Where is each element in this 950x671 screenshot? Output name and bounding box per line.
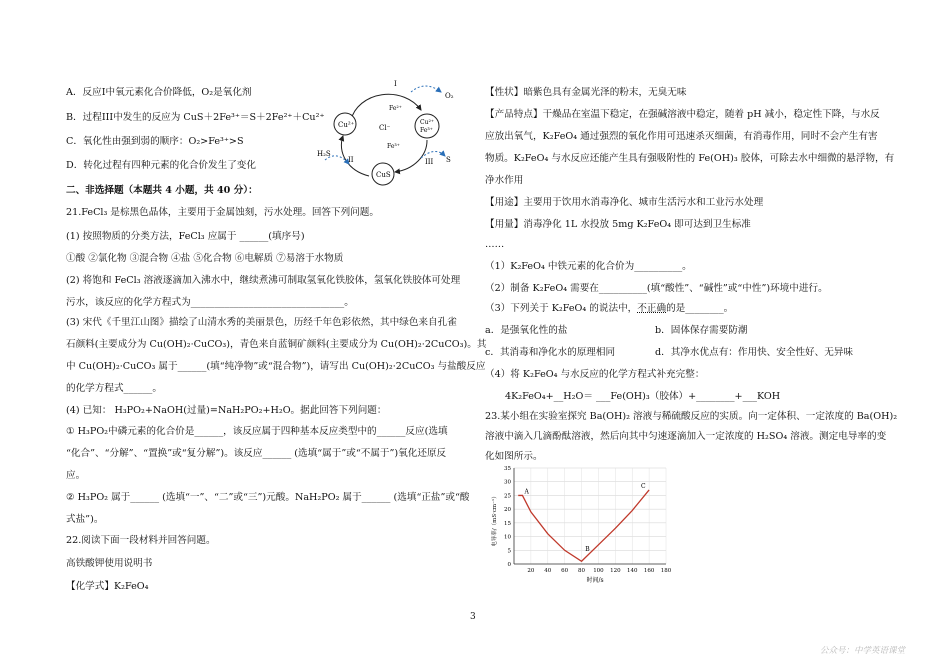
reaction-cycle-diagram [303, 80, 463, 188]
x-tick-label: 40 [544, 568, 552, 574]
y-tick-label: 20 [504, 507, 511, 514]
feature-line-1: 【产品特点】干燥品在室温下稳定，在强碱溶液中稳定，随着 pH 减小，稳定性下降，与水反 [485, 109, 880, 120]
q21-part2-line1: (2) 将饱和 FeCl₃ 溶液逐滴加入沸水中，继续煮沸可制取氢氧化铁胶体，氢氧化铁胶体可处理 [66, 275, 461, 286]
choice-c: c．其消毒和净化水的原理相同 [485, 347, 616, 358]
option-a: A．反应I中氧元素化合价降低，O₂是氧化剂 [66, 87, 252, 98]
q21-part4: (4) 已知： H₃PO₂+NaOH(过量)=NaH₂PO₂+H₂O。据此回答下列问题： [66, 405, 387, 416]
page-number: 3 [470, 612, 476, 622]
s-label: S [446, 156, 451, 164]
choice-b: b．固体保存需要防潮 [655, 325, 748, 336]
prop-line: 【性状】暗紫色具有金属光泽的粉末，无臭无味 [485, 87, 687, 98]
q23-line3: 化如图所示。 [485, 451, 543, 462]
q21-part1-options: ①酸 ②氯化物 ③混合物 ④盐 ⑤化合物 ⑥电解质 ⑦易溶于水物质 [66, 253, 344, 264]
y-tick-label: 30 [504, 479, 511, 486]
choice-a: a．是强氧化性的盐 [485, 325, 568, 336]
x-tick-label: 120 [610, 568, 621, 574]
o2-arrow [411, 86, 441, 92]
y-axis-label: 电导率/（mS·cm⁻¹） [492, 493, 498, 547]
point-label-B: B [585, 546, 590, 554]
cu2-fe-label-1: Cu²⁺ [420, 119, 435, 126]
cu2-label: Cu²⁺ [338, 121, 355, 129]
x-tick-label: 180 [660, 568, 672, 574]
series-line [518, 490, 649, 561]
cu2-fe-label-2: Fe³⁺ [420, 127, 433, 134]
feature-line-4: 净水作用 [485, 175, 524, 186]
option-b: B．过程III中发生的反应为 CuS＋2Fe³⁺＝S＋2Fe²⁺＋Cu²⁺ [66, 112, 325, 123]
feature-line-3: 物质。K₂FeO₄ 与水反应还能产生具有强吸附性的 Fe(OH)₃ 胶体，可除去水中细微的悬浮物，有 [485, 153, 895, 164]
q22-part3-emphasis: 不正确 [637, 303, 667, 314]
point-label-A: A [524, 488, 529, 496]
h2s-label: H₂S [317, 150, 331, 158]
y-tick-label: 0 [507, 562, 511, 568]
x-tick-label: 100 [593, 568, 604, 574]
y-tick-label: 5 [507, 548, 511, 555]
y-tick-label: 25 [504, 493, 511, 500]
chart-annotations [523, 483, 646, 553]
cu2-fe-node [415, 114, 439, 138]
q22-part4-equation: 4K₂FeO₄+__H₂O＝ ___Fe(OH)₃（胶体）+________+___KOH [505, 391, 781, 402]
q21-part3-line3: 中 Cu(OH)₂·CuCO₃ 属于______(填“纯净物”或“混合物”)，请写出 Cu(OH)₂·2CuCO₃ 与盐酸反应 [66, 361, 486, 372]
q22-part3-post: 的是________。 [666, 303, 734, 314]
roman-2: II [348, 156, 354, 164]
fe2-label: Fe²⁺ [389, 105, 402, 112]
q22-formula: 【化学式】K₂FeO₄ [66, 581, 149, 592]
q22-part3 [485, 302, 733, 315]
y-tick-label: 15 [504, 520, 511, 527]
q22-part2: （2）制备 K₂FeO₄ 需要在__________(填“酸性”、“碱性”或“中性”)环境中进行。 [485, 283, 828, 294]
dose-line: 【用量】消毒净化 1L 水投放 5mg K₂FeO₄ 即可达到卫生标准 [485, 219, 751, 230]
x-tick-label: 80 [578, 568, 586, 574]
y-tick-label: 10 [504, 534, 511, 541]
q22-title: 22.阅读下面一段材料并回答问题。 [66, 535, 216, 546]
q21-title: 21.FeCl₃ 是棕黑色晶体，主要用于金属蚀刻，污水处理。回答下列问题。 [66, 207, 379, 218]
y-tick-label: 35 [504, 466, 511, 472]
q22-part1: （1）K₂FeO₄ 中铁元素的化合价为__________。 [485, 261, 692, 272]
choice-d: d．其净水优点有：作用快、安全性好、无异味 [655, 347, 854, 358]
q23-line2: 溶液中滴入几滴酚酞溶液，然后向其中匀速逐滴加入一定浓度的 H₂SO₄ 溶液。测定电导率的变 [485, 431, 887, 442]
ellipsis: …… [485, 239, 505, 250]
q21-part3-line1: (3) 宋代《千里江山图》描绘了山清水秀的美丽景色，历经千年色彩依然，其中绿色来自孔雀 [66, 317, 457, 328]
q22-part4: （4）将 K₂FeO₄ 与水反应的化学方程式补充完整： [485, 369, 705, 380]
x-tick-label: 160 [643, 568, 655, 574]
q22-part3-pre: （3）下列关于 K₂FeO₄ 的说法中， [485, 303, 638, 314]
cycle-arc-left [341, 136, 369, 176]
option-d: D．转化过程有四种元素的化合价发生了变化 [66, 160, 256, 171]
x-tick-label: 20 [527, 568, 535, 574]
cus-label: CuS [376, 171, 391, 179]
x-tick-label: 60 [561, 568, 569, 574]
section-heading: 二、非选择题（本题共 4 小题，共 40 分）： [66, 185, 258, 196]
point-label-C: C [640, 482, 646, 490]
q21-part4-1-line1: ① H₃PO₂中磷元素的化合价是______，该反应属于四种基本反应类型中的______反应(选填 [66, 426, 448, 437]
roman-1: I [394, 80, 397, 88]
chart-ticks [504, 466, 672, 574]
x-axis-label: 时间/s [586, 577, 604, 584]
watermark: 公众号：中学英语课堂 [820, 646, 906, 656]
q21-part4-2-line2: 式盐”)。 [66, 514, 104, 525]
fe3-label: Fe³⁺ [387, 143, 400, 150]
q21-part1: (1) 按照物质的分类方法，FeCl₃ 应属于 ______(填序号) [66, 231, 305, 242]
cl-label: Cl⁻ [379, 124, 391, 132]
q21-part4-1-line3: 应。 [66, 470, 86, 481]
q21-part4-1-line2: “化合”、“分解”、“置换”或“复分解”)。该反应______ (选填“属于”或“不属于”)氧化还原反 [66, 448, 447, 459]
q21-part2-line2: 污水，该反应的化学方程式为________________________________。 [66, 297, 354, 308]
o2-label: O₂ [445, 92, 454, 100]
chart-series [518, 490, 649, 561]
q21-part3-line2: 石颜料(主要成分为 Cu(OH)₂·CuCO₃)，青色来自蓝铜矿颜料(主要成分为 Cu(OH)₂·2CuCO₃)。其 [66, 339, 487, 350]
feature-line-2: 应放出氧气，K₂FeO₄ 通过强烈的氧化作用可迅速杀灭细菌，有消毒作用，同时不会产生有害 [485, 131, 878, 142]
x-tick-label: 140 [626, 568, 638, 574]
q21-part4-2-line1: ② H₃PO₂ 属于______ (选填“一”、“二”或“三”)元酸。NaH₂PO₂ 属于______ (选填“正盐”或“酸 [66, 492, 470, 503]
roman-3: III [425, 158, 434, 166]
option-c: C．氧化性由强到弱的顺序：O₂>Fe³⁺>S [66, 136, 244, 147]
conductivity-chart [490, 460, 680, 585]
use-line: 【用途】主要用于饮用水消毒净化、城市生活污水和工业污水处理 [485, 197, 764, 208]
q23-line1: 23.某小组在实验室探究 Ba(OH)₂ 溶液与稀硫酸反应的实质。向一定体积、一定浓度的 Ba(OH)₂ [485, 411, 898, 422]
q21-part3-line4: 的化学方程式______。 [66, 383, 162, 394]
q22-subtitle: 高铁酸钾使用说明书 [66, 558, 153, 569]
cycle-arc-top [351, 94, 421, 120]
